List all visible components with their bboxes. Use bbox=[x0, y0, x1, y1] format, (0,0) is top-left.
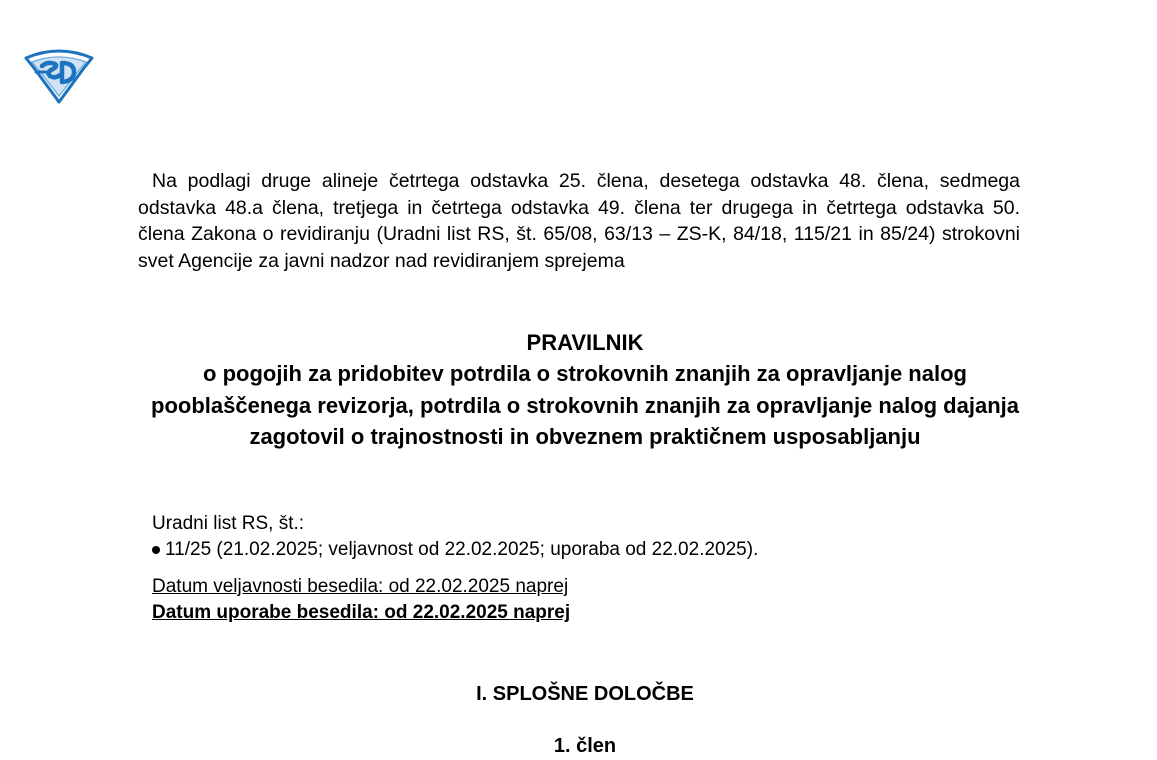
chapter-heading: I. SPLOŠNE DOLOČBE bbox=[476, 683, 694, 705]
document-subtitle: o pogojih za pridobitev potrdila o strokovnih znanjih za opravljanje nalog pooblaščenega revizorja, potrdila o strokovnih znanjih za opravljanje nalog dajanja zagotovil o trajnostnosti in obveznem praktičnem usposabljanju bbox=[151, 361, 1019, 449]
gazette-entry bbox=[152, 537, 758, 563]
intro-paragraph: Na podlagi druge alineje četrtega odstavka 25. člena, desetega odstavka 48. člena, sedmega odstavka 48.a člena, tretjega in četrtega odstavka 49. člena ter drugega in četrtega odstavka 50. člena Zakona o revidiranju (Uradni list RS, št. 65/08, 63/13 – ZS-K, 84/18, 115/21 in 85/24) strokovni svet Agencije za javni nadzor nad revidiranjem sprejema bbox=[138, 170, 1020, 272]
article-heading: 1. člen bbox=[553, 735, 617, 757]
document-title-block bbox=[130, 327, 1040, 453]
validity-date: Datum veljavnosti besedila: od 22.02.2025 naprej bbox=[152, 576, 569, 597]
document-title: PRAVILNIK bbox=[526, 330, 644, 355]
bullet-icon bbox=[152, 546, 160, 554]
application-date: Datum uporabe besedila: od 22.02.2025 naprej bbox=[152, 602, 571, 623]
gazette-entry-text: 11/25 (21.02.2025; veljavnost od 22.02.2025; uporaba od 22.02.2025). bbox=[165, 539, 759, 560]
gazette-label: Uradni list RS, št.: bbox=[152, 513, 305, 534]
shield-logo-icon bbox=[22, 48, 96, 104]
